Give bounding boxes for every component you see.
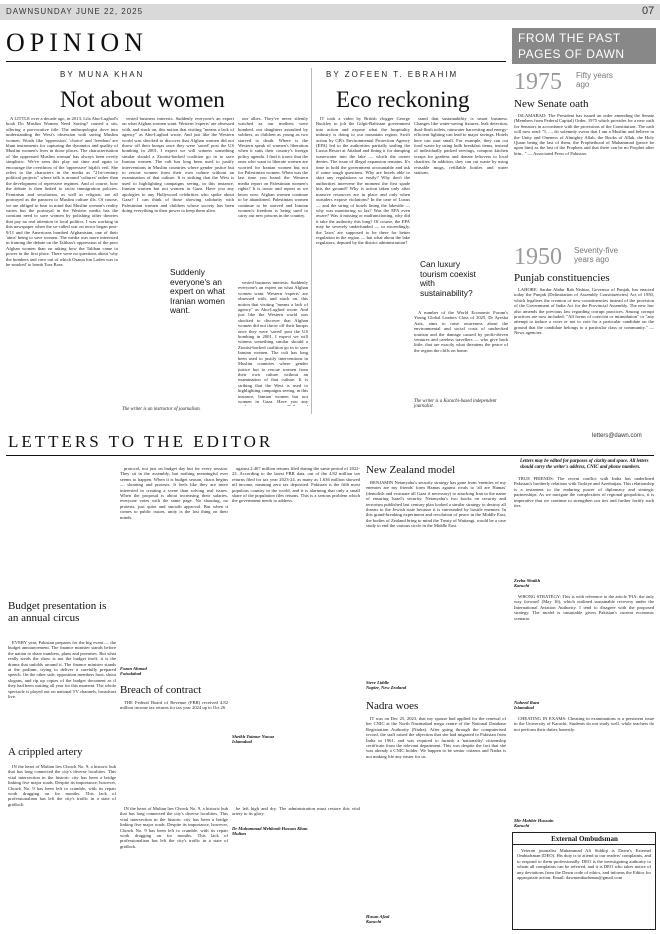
archive-headline-senate: New Senate oath — [514, 98, 589, 110]
letter-signature-steve: Steve Liddle Napier, New Zealand — [366, 680, 407, 691]
archive-title-line1: FROM THE PAST — [518, 31, 621, 45]
letter-signature-zeeba: Zeeba Shaikh Karachi — [514, 578, 541, 589]
pullquote-zofeen: Can luxury tourism coexist with sustainability? — [420, 259, 476, 298]
ombudsman-text: Veteran journalist Muhammad Ali Siddiqi is Dawn's External Ombudsman (DEO). His duty is to attend to our readers' complaints, and to respond to them professionally. DEO is the investigating authority to whom all complaints can be referred, and it is DEO who takes notice of any deviations from the Dawn code of ethics, and informs the Editor for appropriate action. Email: dawnombudsman@gmail.com — [517, 848, 651, 881]
opinion-rule — [6, 61, 506, 62]
caption-muna: The writer is an instructor of journalism. — [122, 407, 201, 412]
letter-body-artery-cont — [120, 806, 228, 930]
letter-signature-hasan: Hasan Afzal Karachi — [366, 914, 390, 925]
pullquote-muna: Suddenly everyone's an expert on what Iranian women want. — [170, 267, 225, 316]
letter-text-breach: THE Federal Board of Revenue (FBR) received 4.82 million income tax returns for tax year 2024 up to Oct 26 — [120, 700, 228, 711]
archive-year-1950: 1950 — [514, 244, 562, 270]
letter-text-budget: EVERY year, Pakistan prepares for the big event — the budget announcement. The finance minister stands before the nation to share numbers, plans and promises. But what really steals the show is not the budget itself, it is the drama that unfolds around it. The finance minister stands at the podium, trying to deliver a carefully prepared speech. On the other side, opposition members hoot, shout slogans, and rip up copies of the budget document as if they had been waiting all year for this moment. The whole spectacle is played out on national TV channels, broadcast live. — [8, 640, 116, 700]
letter-text-cheating: CHEATING IN EXAMS: Cheating in examinations is a persistent issue in the University of Karachi. Students do not study well, while teachers do not perform their duties honestly. — [514, 716, 654, 732]
article-muna-text2: vested business interests. Suddenly everyone's an expert on what Afghan women want. Western 'experts' are obsessed with, and stuck on, this notion that visiting "means a lack of agency" as Abu-Lughod wrote. And just like the Western world was shocked to discover that Afghan women did not throw off their burqas once they were 'saved' post the US bombing in 2001, I expect we will witness something similar should a Zionist-backed coalition go in to save Iranian women. The cult has long been used to justify interventions in Muslim countries where gender justice but to rescue women from their own culture without an examination of that culture. It is striking that the West is used to highlighting campaigns seeing, in this instance, Iranian women but not women in Gaza. Have you any apologies to any Hollywood celebrities who spoke about Gaza? I can think of those showing solidarity with Palestinian women and children whose society has been doing everything in their power to keep them alive. — [122, 116, 234, 213]
article-zofeen-text1: IT took a video by British vlogger George Buckley to jolt the Gilgit-Baltistan government into action and expose what the hospitality industry is doing to our mountain region. Swift action by GB's Environmental Protection Agency (EPA) led to the authorities partially sealing the Luxus Resort at Attabad and fining it for dumping wastewater into the lake — which the owner denies. The issue of illegal expansion remains. It's time to hold the government accountable and ask if some tough questions. Why are hotels able to skirt any regulations so easily? Why don't the authorities intervene the moment the first spade hits the ground? Why is action taken only after massive resources are in place and only when outsiders expose violations? In the case of Luxus — and the string of hotels lining the lakeside — why was monitoring so lax? Was the EPA even aware? Was it missing or malfunctioning, why did it take the authority this long? Of course, the EPA may be severely underfunded — or exceedingly, the 'laws' are supposed to be there for better regulation in the region — but what about the lake regulators, deputed by the district administration? — [316, 116, 410, 246]
letter-headline-new-zealand: New Zealand model — [366, 464, 456, 476]
letter-headline-breach: Breach of contract — [120, 684, 202, 696]
letter-body-true-friends — [514, 476, 654, 576]
letter-text-artery-end: be left high and dry. The administration must restore this vital artery to its glory. — [232, 806, 360, 817]
opinion-section-title: OPINION — [6, 28, 148, 57]
article-zofeen-text3: A number of the World Economic Forum's Young Global Leaders Class of 2025, Dr Ayesha Aziz, aims to raise awareness about the environmental and social costs of unchecked tourism and the damage caused by profit-driven ventures and careless travellers — who give back little, that are exactly what threatens the peace of the region the cliffs on home. — [414, 310, 508, 353]
masthead-bar — [0, 4, 660, 20]
paper-name: DAWN — [6, 7, 35, 16]
letters-title: LETTERS TO THE EDITOR — [8, 432, 274, 451]
letter-body-nadra — [366, 716, 506, 912]
letter-body-breach-cont — [232, 466, 360, 730]
article-muna-text1: A LITTLE over a decade ago, in 2013, Lila Abu-Lughod's book Do Muslim Women Need Saving? caused a stir, offering a provocative title. The anthropologist dove into understanding the West's obsession with saving Muslim women. Words like 'oppression', 'choice' and 'freedom' are blunt instruments for capturing the dynamics and quality of Muslim women's lives in those places. The characterisation of 'the oppressed Muslim woman' has always been overly simplistic. We've seen this play out time and again to encourage the overthrow of the 'oppressive' hijab's veil. She refers to the characters in the media as "21st-century political projects" where talk is around 'cultures' rather than the development of repressive regimes. And of course, how the debate is then linked to racist immigration policies. Feminism and secularism, as well as religion, are all portrayed as the panacea to Muslim culture ills. Of course, we are obliged to bear in mind that Muslim women's reality varies but the portrayal in the Western media has the constant need to save women by polishing other theories that pay no real attention to local politics. I was working in this newspaper when the so-called war on terror began post-9/11 and the Americans bombed Afghanistan, one of their 'aims' being to save women. The media was more interested in framing the debate on the Taliban's oppression of the poor Afghan women than on asking how the Taliban came to power in the first place. There were no questions about 'why the bombers and cave out of which Osama bin Laden was to be smoked' to bomb Tora Bora. — [6, 116, 118, 267]
ombudsman-body — [517, 848, 651, 928]
article-muna-col2 — [122, 116, 234, 412]
column-divider — [311, 68, 312, 414]
letter-headline-artery: A crippled artery — [8, 746, 83, 758]
letter-body-new-zealand — [366, 480, 506, 676]
letter-signature-fozan: Fozan Ahmad Faisalabad — [120, 666, 147, 677]
article-muna-text3: our allies. They've never silently watched as our mothers were bombed, our daughters assaulted by soldiers, as children as young as two starved to death. Where is the Western speak of women's liberation when it suits their country's foreign policy agenda. I find it ironic that the ones who want to liberate women are worried for Iranian women but not for Palestinian women. When was the last time you heard the Western media report on Palestinian women's rights? It is ironic and repeat as we know now. Afghan women continue to be abandoned, Palestinian women continue to be starved and Iranian women's freedom is being used to carry out new prisons in the country. — [238, 116, 308, 219]
caption-zofeen: The writer is a Karachi-based independent journalist. — [414, 399, 497, 409]
letter-text-new-zealand: BENJAMIN Netanyahu's security strategy has gone from 'enemies of my enemies are my friends' form Hamas against rivals to 'all are Hamas' (demolish and evacuate all Gaza if necessary) to attacking Iran in the name of ensuring Israel's security. Netanyahu's two books on security and terrorism published last century plan looked a similar strategy to destroy all threats to the Jewish state because it is surrounded by hostile enemies. In this grand-breaking experiment and revolution of peace in the Middle East, the bodies of Zealand bring to mind the Treaty of Waitangi, would be a case study to end the various circle in the Middle East. — [366, 480, 506, 529]
archive-title-line2: PAGES OF DAWN — [518, 47, 625, 61]
letters-policy: Letters may be edited for purposes of clarity and space. All letters should carry the writer's address, CNIC and phone numbers. — [520, 459, 649, 470]
letter-body-artery-end — [232, 806, 360, 822]
archive-headline-punjab: Punjab constituencies — [514, 272, 610, 284]
archive-year-1975: 1975 — [514, 69, 562, 95]
letters-rule — [6, 455, 654, 456]
article-zofeen-col2b — [414, 310, 508, 406]
letter-text-artery-cont: IN the heart of Multan lies Chowk No. 9, a historic hub that has long connected the city's diverse localities. This vital intersection in the historic city has been a bridge linking five major roads. Despite its importance, however, Chowk No. 9 has been left to crumble, with its repair work dragging on for months. This lack of professionalism has left the city's traffic in a state of gridlock. — [120, 806, 228, 849]
article-zofeen-text2: stand that sustainability is smart business. Changes like water-saving fixtures, leak detection, dual-flush toilets, rainwater harvesting and energy-efficient lighting can lead to major savings. Hotels here can start small. For example, they can cut food waste by using bulk breakfast items, instead of individually packed servings, compost kitchen scraps for gardens and donate leftovers to local charities. In addition, they can cut waste by using reusable mugs, refillable bottles and water stations. — [414, 116, 508, 176]
ombudsman-title: External Ombudsman — [551, 835, 618, 843]
letter-body-cheating — [514, 716, 654, 816]
letter-body-wrong-strategy — [514, 594, 654, 698]
letter-text-artery: IN the heart of Multan lies Chowk No. 9, a historic hub that has long connected the city's diverse localities. This vital intersection in the historic city has been a bridge linking five major roads. Despite its importance, however, Chowk No. 9 has been left to crumble, with its repair work dragging on for months. This lack of professionalism has left the city's traffic in a state of gridlock. — [8, 764, 116, 807]
letter-body-artery — [8, 764, 116, 928]
letter-signature-mehboob: Dr Muhammad Mehboob Hassan Khan Multan — [232, 826, 308, 837]
archive-body-senate — [514, 113, 654, 235]
letter-signature-naheed: Naheed Raza Islamabad — [514, 700, 540, 711]
letter-text-nadra: IT was on Dec 25, 2023, that my spouse had applied for the renewal of her CNIC at the North Nazimabad mega centre of the National Database Registration Authority (Nadra). After going through the computerised record, the staff raised the objection that she had migrated to Pakistan from India in 1961, and was required to furnish a 'nationality' citizenship certificate from the relevant department. This was despite the fact that she was already a CNIC holder. We happen to be senior citizens and Nadra is not making life any easier for us. — [366, 716, 506, 759]
article-zofeen-col1 — [316, 116, 410, 412]
letter-text-wrong-strategy: WRONG STRATEGY: This is with reference to the article 'PIA: the only way forward' (May 16), which outlined sustainable recovery under the International Aviation Authority. I tend to disagree with the proposed strategy. The model is unsuitable given Pakistan's current economic scenario. — [514, 594, 654, 621]
byline-zofeen-ebrahim: BY ZOFEEN T. EBRAHIM — [326, 70, 459, 79]
page-number: 07 — [642, 5, 655, 17]
letter-body-budget — [8, 640, 116, 726]
issue-date: SUNDAY JUNE 22, 2025 — [34, 7, 144, 16]
archive-ago-1975: Fifty years ago — [576, 71, 613, 89]
letter-text-true-friends: TRUE FRIENDS: The recent conflict with India has underlined Pakistan's brotherly relations with Turkiye and Azerbaijan. This relationship is a testament to the enduring power of diplomacy and strategic partnerships. As we navigate the complexities of regional geopolitics, it is imperative that we continue to strengthen our ties and further fortify such ties. — [514, 476, 654, 509]
byline-muna-khan: BY MUNA KHAN — [60, 70, 145, 79]
headline-eco-reckoning: Eco reckoning — [336, 87, 470, 112]
archive-text-punjab: LAHORE: Sardar Abdur Rab Nishtar, Governor of Punjab, has enacted today the Punjab (Delimitation of Assembly Constituencies) Act of 1950, which legalises the creation of new constituencies instead of the provision of the Government of India Act for the Provincial Assembly. The new law also amends the previous law regarding corrupt practices. Among corrupt practices are now included: "All forms of coercion or intimidation" or "any attempt to induce a voter or not to vote for a particular candidate on the ground that the candidate belongs to a particular class or community." — News agencies. — [514, 287, 654, 336]
archive-text-senate: ISLAMABAD: The President has issued an order amending the Senate (Members from Federal Capital) Order, 1975 which provides for a new oath for Senators in accordance with the provisions of the Constitution. The oath will now read: "I, ..., do solemnly swear that I am a Muslim and believe in the Unity and Oneness of Almighty Allah, the Books of Allah, the Holy Quran being the last of them, the Prophethood of Muhammad (peace be upon him) as the last of the Prophets and that there can be no Prophet after him..." — Associated Press of Pakistan. — [514, 113, 654, 156]
letter-signature-mir: Mir Mahbir Hussain Karachi — [514, 818, 554, 829]
headline-not-about-women: Not about women — [60, 87, 225, 112]
article-zofeen-col2a — [414, 116, 508, 256]
letter-headline-nadra: Nadra woes — [366, 700, 419, 712]
letter-body-breach — [120, 700, 228, 726]
article-muna-col3b — [238, 280, 308, 406]
archive-header — [512, 28, 656, 64]
letter-signature-sheikh: Sheikh Taimur Nawaz Islamabad — [232, 734, 275, 745]
letter-text-budget-cont: protocol, not just on budget day but for every session. They sit in the assembly, but nothing meaningful ever seems to happen. When it is budget season, chaos begins — shouting and protests. It feels like they are more interested in creating a scene than solving real issues. When the proposal is about increasing their salaries, everyone votes with the same page. No shouting, no protests, just quiet and smooth approval. But when it comes to public issues, unity is the last thing on their minds. — [120, 466, 228, 520]
letter-headline-budget: Budget presentation is an annual circus — [8, 600, 107, 624]
article-muna-text4: vested business interests. Suddenly everyone's an expert on what Afghan women want. Western 'experts' are obsessed with, and stuck on, this notion that visiting "means a lack of agency" as Abu-Lughod wrote. And just like the Western world was shocked to discover that Afghan women did not throw off their burqas once they were 'saved' post the US bombing in 2001, I expect we will witness something similar should a Zionist-backed coalition go in to save Iranian women. The cult has long been used to justify interventions in Muslim countries where gender justice but to rescue women from their own culture without an examination of that culture. It is striking that the West is used to highlighting campaigns seeing, in this instance, Iranian women but not women in Gaza. Have you any — [238, 280, 308, 404]
archive-ago-1950: Seventy-five years ago — [574, 246, 619, 264]
letter-body-budget-cont — [120, 466, 228, 662]
article-muna-col1 — [6, 116, 118, 412]
archive-body-punjab — [514, 287, 654, 411]
letters-email: letters@dawn.com — [592, 433, 642, 439]
letter-text-breach-cont: against 2.407 million returns filed during the same period of 2022-23. According to the latest FBR data, out of the 4.82 million tax returns filed for tax year 2023-24, as many as 1.636 million showed nil income, meaning zero tax deposited. Pakistan is the fifth most populous country in the world, and it is alarming that only a small share of the population files returns. This is a serious problem which the government needs to address. — [232, 466, 360, 504]
ombudsman-box — [512, 832, 656, 930]
article-muna-col3a — [238, 116, 308, 276]
ombudsman-title-bar — [513, 833, 656, 845]
